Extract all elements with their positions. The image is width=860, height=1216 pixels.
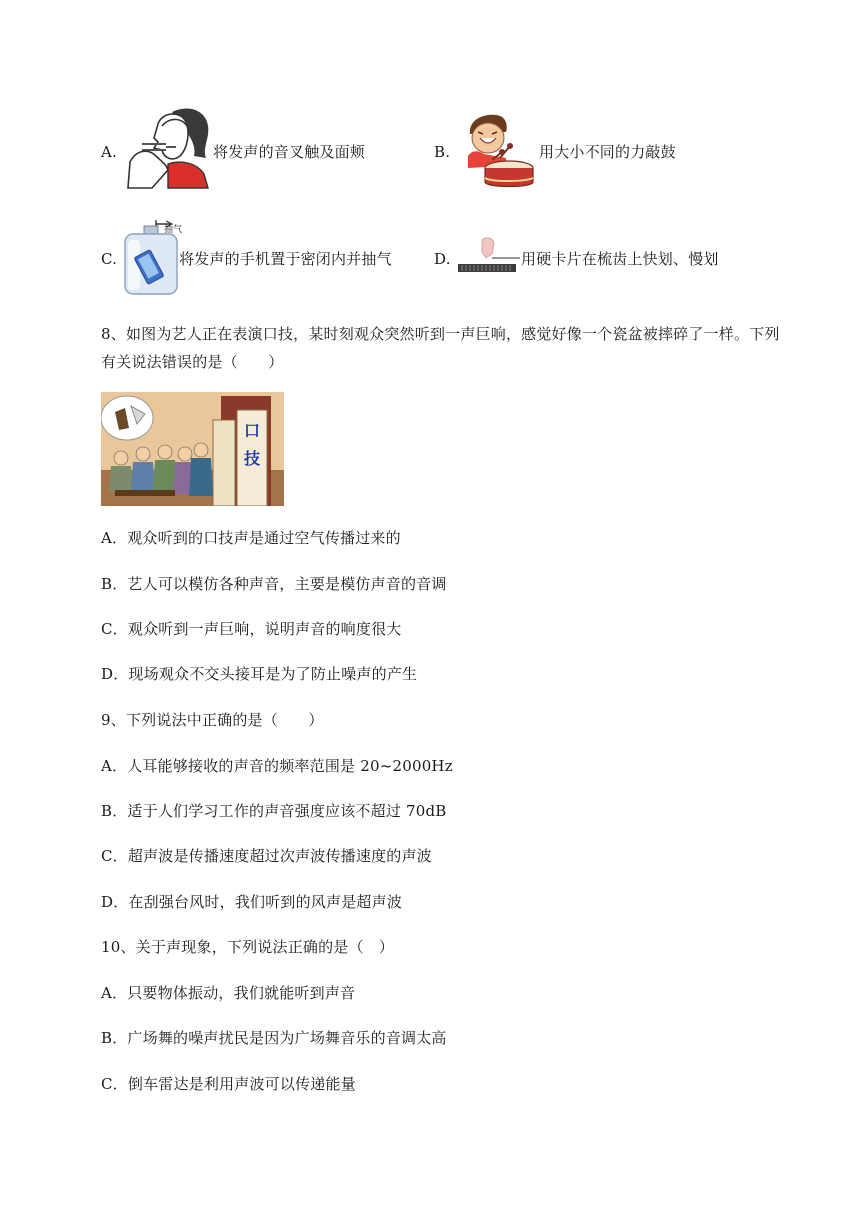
option-b[interactable]: B．广场舞的噪声扰民是因为广场舞音乐的音调太高 — [101, 1029, 447, 1047]
option-text: 用硬卡片在梳齿上快划、慢划 — [521, 250, 719, 268]
option-a[interactable]: A．只要物体振动，我们就能听到声音 — [101, 984, 356, 1002]
drum-boy-picture — [462, 112, 536, 190]
option-b[interactable]: B．适于人们学习工作的声音强度应该不超过 70dB — [101, 802, 447, 820]
option-letter: A. — [101, 143, 118, 161]
option-text: 用大小不同的力敲鼓 — [539, 143, 676, 161]
kouji-performance-picture — [101, 392, 284, 506]
option-d[interactable]: D．现场观众不交头接耳是为了防止噪声的产生 — [101, 665, 418, 683]
option-c[interactable]: C．观众听到一声巨响，说明声音的响度很大 — [101, 620, 402, 638]
kou-char: 口 — [243, 421, 261, 440]
option-d[interactable]: D．在刮强台风时，我们听到的风声是超声波 — [101, 893, 403, 911]
pump-label: 抽气 — [164, 225, 183, 235]
option-c[interactable]: C．倒车雷达是利用声波可以传递能量 — [101, 1075, 356, 1093]
option-a[interactable]: A．人耳能够接收的声音的频率范围是 20~2000Hz — [101, 757, 453, 775]
question-stem: 8、如图为艺人正在表演口技，某时刻观众突然听到一声巨响，感觉好像一个瓷盆被摔碎了一样。下列 — [101, 325, 780, 343]
question-stem: 9、下列说法中正确的是（ ） — [101, 711, 324, 729]
option-c[interactable]: C．超声波是传播速度超过次声波传播速度的声波 — [101, 847, 432, 865]
option-letter: D. — [434, 250, 451, 268]
question-stem: 10、关于声现象，下列说法正确的是（ ） — [101, 938, 395, 956]
tuning-fork-face-picture — [122, 104, 214, 190]
option-text: 将发声的音叉触及面颊 — [213, 143, 366, 161]
option-letter: C. — [101, 250, 118, 268]
option-b[interactable]: B．艺人可以模仿各种声音，主要是模仿声音的音调 — [101, 575, 447, 593]
option-letter: B. — [434, 143, 451, 161]
option-text: 将发声的手机置于密闭内并抽气 — [179, 250, 392, 268]
ji-char: 技 — [243, 449, 261, 468]
comb-card-picture — [456, 234, 520, 276]
option-a[interactable]: A．观众听到的口技声是通过空气传播过来的 — [101, 529, 401, 547]
question-stem-continued: 有关说法错误的是（ ） — [101, 353, 284, 371]
